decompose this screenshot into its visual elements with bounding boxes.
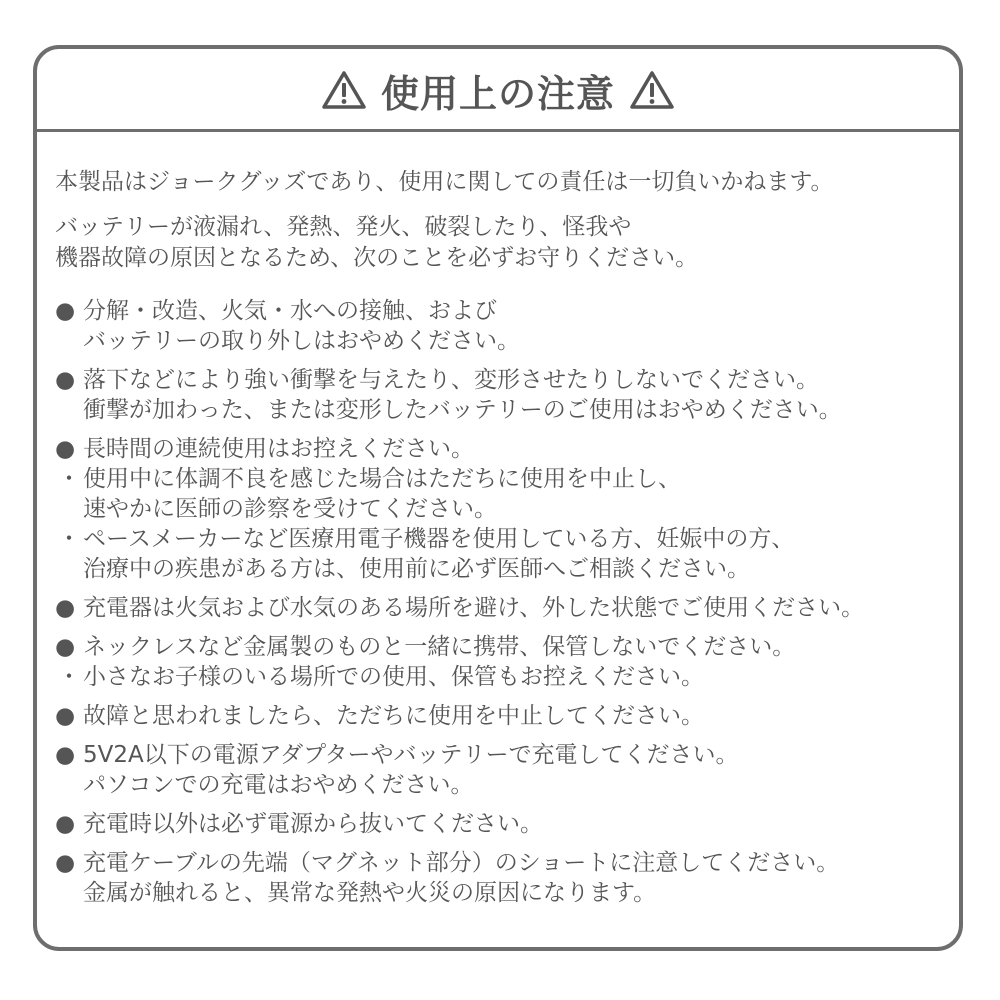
caution-subitem (55, 524, 949, 584)
caution-text: 速やかに医師の診察を受けてください。 (83, 496, 497, 522)
page-title: 使用上の注意 (380, 71, 615, 116)
sub-bullet-icon: ・ (57, 466, 81, 492)
caution-text: 充電ケーブルの先端（マグネット部分）のショートに注意してください。 (83, 850, 840, 876)
caution-text: パソコンでの充電はおやめください。 (83, 772, 474, 798)
caution-subitem (55, 662, 949, 692)
caution-text: ペースメーカーなど医療用電子機器を使用している方、妊娠中の方、 (83, 526, 795, 552)
caution-line (55, 740, 949, 770)
caution-line (55, 848, 949, 878)
caution-line (55, 464, 949, 494)
bullet-icon: ● (55, 811, 76, 837)
caution-text: 充電器は火気および水気のある場所を避け、外した状態でご使用ください。 (83, 595, 865, 621)
intro-line: 本製品はジョークグッズであり、使用に関しての責任は一切負いかねます。 (55, 169, 834, 195)
caution-line (55, 365, 949, 395)
caution-line (55, 662, 949, 692)
caution-text: 分解・改造、火気・水への接触、および (83, 298, 497, 324)
caution-item (55, 296, 949, 356)
caution-text: 故障と思われましたら、ただちに使用を中止してください。 (83, 703, 704, 729)
bullet-icon: ● (55, 367, 76, 393)
notice-header (37, 49, 959, 131)
caution-text: 使用中に体調不良を感じた場合はただちに使用を中止し、 (83, 466, 681, 492)
caution-subitem (55, 464, 949, 524)
caution-line (55, 524, 949, 554)
caution-list (55, 296, 949, 908)
caution-item (55, 593, 949, 623)
caution-text: 充電時以外は必ず電源から抜いてください。 (83, 811, 543, 837)
caution-item (55, 848, 949, 908)
intro-line: 機器故障の原因となるため、次のことを必ずお守りください。 (55, 245, 699, 271)
caution-item (55, 434, 949, 464)
caution-text: 長時間の連続使用はお控えください。 (83, 436, 474, 462)
caution-line (55, 632, 949, 662)
bullet-icon: ● (55, 850, 76, 876)
bullet-icon: ● (55, 595, 76, 621)
caution-item (55, 365, 949, 425)
caution-item (55, 809, 949, 839)
caution-line (55, 296, 949, 326)
caution-text: 金属が触れると、異常な発熱や火災の原因になります。 (83, 880, 657, 906)
caution-line (55, 809, 949, 839)
intro-paragraph (55, 167, 949, 198)
bullet-icon: ● (55, 298, 76, 324)
caution-line (55, 593, 949, 623)
caution-item (55, 701, 949, 731)
sub-bullet-icon: ・ (57, 664, 81, 690)
caution-text: 小さなお子様のいる場所での使用、保管もお控えください。 (83, 664, 704, 690)
sub-bullet-icon: ・ (57, 526, 81, 552)
caution-item (55, 740, 949, 800)
intro-line: バッテリーが液漏れ、発熱、発火、破裂したり、怪我や (55, 214, 632, 240)
intro-paragraph (55, 212, 949, 274)
caution-text: 5V2A以下の電源アダプターやバッテリーで充電してください。 (83, 742, 739, 768)
caution-line (55, 434, 949, 464)
caution-text: ネックレスなど金属製のものと一緒に携帯、保管しないでください。 (83, 634, 796, 660)
bullet-icon: ● (55, 634, 76, 660)
caution-text: 落下などにより強い衝撃を与えたり、変形させたりしないでください。 (83, 367, 819, 393)
caution-item (55, 632, 949, 662)
caution-text: 衝撃が加わった、または変形したバッテリーのご使用はおやめください。 (83, 397, 842, 423)
bullet-icon: ● (55, 436, 76, 462)
caution-text: バッテリーの取り外しはおやめください。 (83, 328, 520, 354)
notice-card (33, 45, 963, 951)
caution-text: 治療中の疾患がある方は、使用前に必ず医師へご相談ください。 (83, 556, 750, 582)
bullet-icon: ● (55, 703, 76, 729)
warning-icon (321, 69, 367, 111)
bullet-icon: ● (55, 742, 76, 768)
warning-icon (629, 69, 675, 111)
notice-body (55, 167, 949, 917)
header-divider (37, 129, 959, 132)
caution-line (55, 701, 949, 731)
